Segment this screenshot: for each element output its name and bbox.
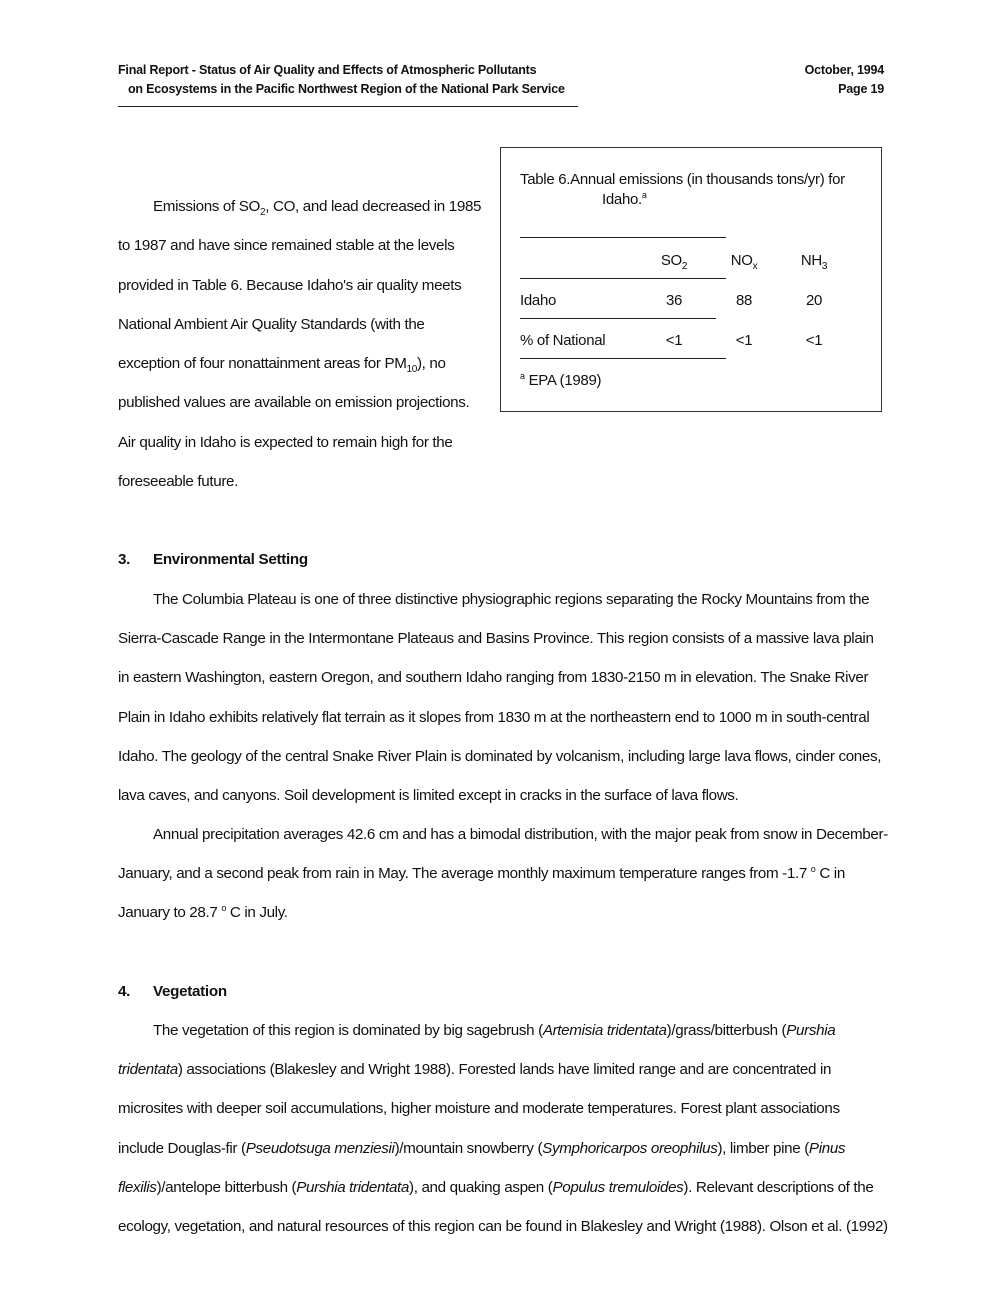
cell-idaho-so2: 36 xyxy=(665,292,683,309)
table-footnote xyxy=(520,371,601,391)
section-4-number: 4. xyxy=(118,983,131,1000)
cell-national-so2: <1 xyxy=(665,332,683,349)
cell-national-nox: <1 xyxy=(735,332,753,349)
s4-text-6: )/antelope bitterbush ( xyxy=(156,1178,297,1196)
s4-text-4: )/mountain snowberry ( xyxy=(394,1139,543,1157)
s4-text-3: ) associations (Blakesley and Wright 1988). Forested lands have limited range and are concentrated in microsites with deeper soil accumulations, higher moisture and moderate temperatures. Forest plant associations include Douglas-fir ( xyxy=(118,1061,840,1157)
column-header-so2: $SO_2$ xyxy=(660,252,688,272)
header-title-line-2: on Ecosystems in the Pacific Northwest Region of the National Park Service xyxy=(128,82,565,96)
degree-mark: o xyxy=(810,864,816,875)
section-3-title: Environmental Setting xyxy=(153,551,308,568)
table-top-rule xyxy=(520,237,726,238)
cell-national-nh3: <1 xyxy=(805,332,823,349)
species-name: Pseudotsuga menziesii xyxy=(245,1139,395,1157)
section-3-paragraph-1-text: The Columbia Plateau is one of three distinctive physiographic regions separating the Rocky Mountains from the Sierra-Cascade Range in the Intermontane Plateaus and Basins Province. This region consists of a massive lava plain in eastern Washington, eastern Oregon, and southern Idaho ranging from 1830-2150 m in elevation. The Snake River Plain in Idaho exhibits relatively flat terrain as it slopes from 1830 m at the northeastern end to 1000 m in south-central Idaho. The geology of the central Snake River Plain is dominated by volcanism, including large lava flows, cinder cones, lava caves, and canyons. Soil development is limited except in cracks in the surface of lava flows. xyxy=(118,591,882,805)
column-header-nh3: $NH_3$ xyxy=(800,252,828,272)
header-page-number: Page 19 xyxy=(838,82,884,96)
s4-text-8: ). Relevant descriptions of the ecology, vegetation, and natural resources of this region can be found in Blakesley and Wright (1988). Olson et al. (1992) xyxy=(118,1178,888,1236)
section-3-heading xyxy=(118,551,308,568)
table-caption-line-1: Table 6.Annual emissions (in thousands tons/yr) for xyxy=(520,171,845,188)
header-date: October, 1994 xyxy=(804,63,884,77)
table-caption-text-2: Idaho. xyxy=(602,191,642,208)
species-name: Artemisia tridentata xyxy=(542,1022,667,1039)
section-3-p2-text-b: C in January to 28.7 xyxy=(118,865,845,922)
intro-text-2: , CO, and lead decreased in 1985 to 1987 and have since remained stable at the levels provided in Table 6. Because Idaho's air quality meets National Ambient Air Quality Standards (with the exception of four nonattainment areas for PM xyxy=(118,198,482,373)
table-caption xyxy=(520,170,865,210)
table-header-rule xyxy=(520,278,726,279)
section-3-p2-text-c: C in July. xyxy=(225,904,288,922)
section-4-heading xyxy=(118,983,227,1000)
report-header-meta xyxy=(805,61,884,99)
s4-text-7: ), and quaking aspen ( xyxy=(409,1178,553,1196)
header-title-line-1: Final Report - Status of Air Quality and Effects of Atmospheric Pollutants xyxy=(118,63,537,77)
table-bottom-rule xyxy=(520,358,726,359)
species-name: Purshia tridentata xyxy=(296,1178,410,1196)
section-3-paragraph-2 xyxy=(118,815,888,933)
cell-idaho-nh3: 20 xyxy=(805,292,823,309)
degree-mark: o xyxy=(221,903,226,914)
table-6-emissions xyxy=(500,147,882,412)
section-3-paragraph-1 xyxy=(118,580,888,815)
intro-paragraph xyxy=(118,187,483,501)
intro-sub-2: 10 xyxy=(406,364,417,376)
intro-sub-1: 2 xyxy=(260,207,266,219)
column-header-nox: $NO_x$ xyxy=(730,252,758,272)
intro-text-1: Emissions of SO xyxy=(153,198,261,215)
row-label-percent-national: % of National xyxy=(520,332,606,349)
s4-text-5: ), limber pine ( xyxy=(717,1139,809,1157)
row-label-idaho: Idaho xyxy=(520,292,557,309)
species-name: Populus tremuloides xyxy=(552,1178,684,1196)
species-name: Purshia tridentata xyxy=(118,1022,836,1079)
section-4-paragraph xyxy=(118,1011,888,1246)
intro-text-3: ), no published values are available on emission projections. Air quality in Idaho is expected to remain high for the foreseeable future. xyxy=(118,355,470,491)
table-caption-footnote-mark: a xyxy=(641,190,647,200)
table-row-rule xyxy=(520,318,716,319)
table-footnote-text: EPA (1989) xyxy=(524,372,602,389)
section-3-number: 3. xyxy=(118,551,131,568)
section-4-title: Vegetation xyxy=(153,983,227,1000)
s4-text-1: The vegetation of this region is dominated by big sagebrush ( xyxy=(153,1022,543,1039)
table-caption-line-2 xyxy=(520,190,865,210)
section-3-p2-text-a: Annual precipitation averages 42.6 cm and has a bimodal distribution, with the major peak from snow in December-January, and a second peak from rain in May. The average monthly maximum temperature ranges from -1.7 xyxy=(118,826,888,883)
table-footnote-mark: a xyxy=(520,371,525,381)
report-header-title xyxy=(118,61,565,99)
header-divider xyxy=(118,106,578,107)
species-name: Symphoricarpos oreophilus xyxy=(542,1139,718,1157)
species-name: Pinus flexilis xyxy=(118,1139,846,1196)
s4-text-2: )/grass/bitterbush ( xyxy=(666,1022,787,1039)
cell-idaho-nox: 88 xyxy=(735,292,753,309)
